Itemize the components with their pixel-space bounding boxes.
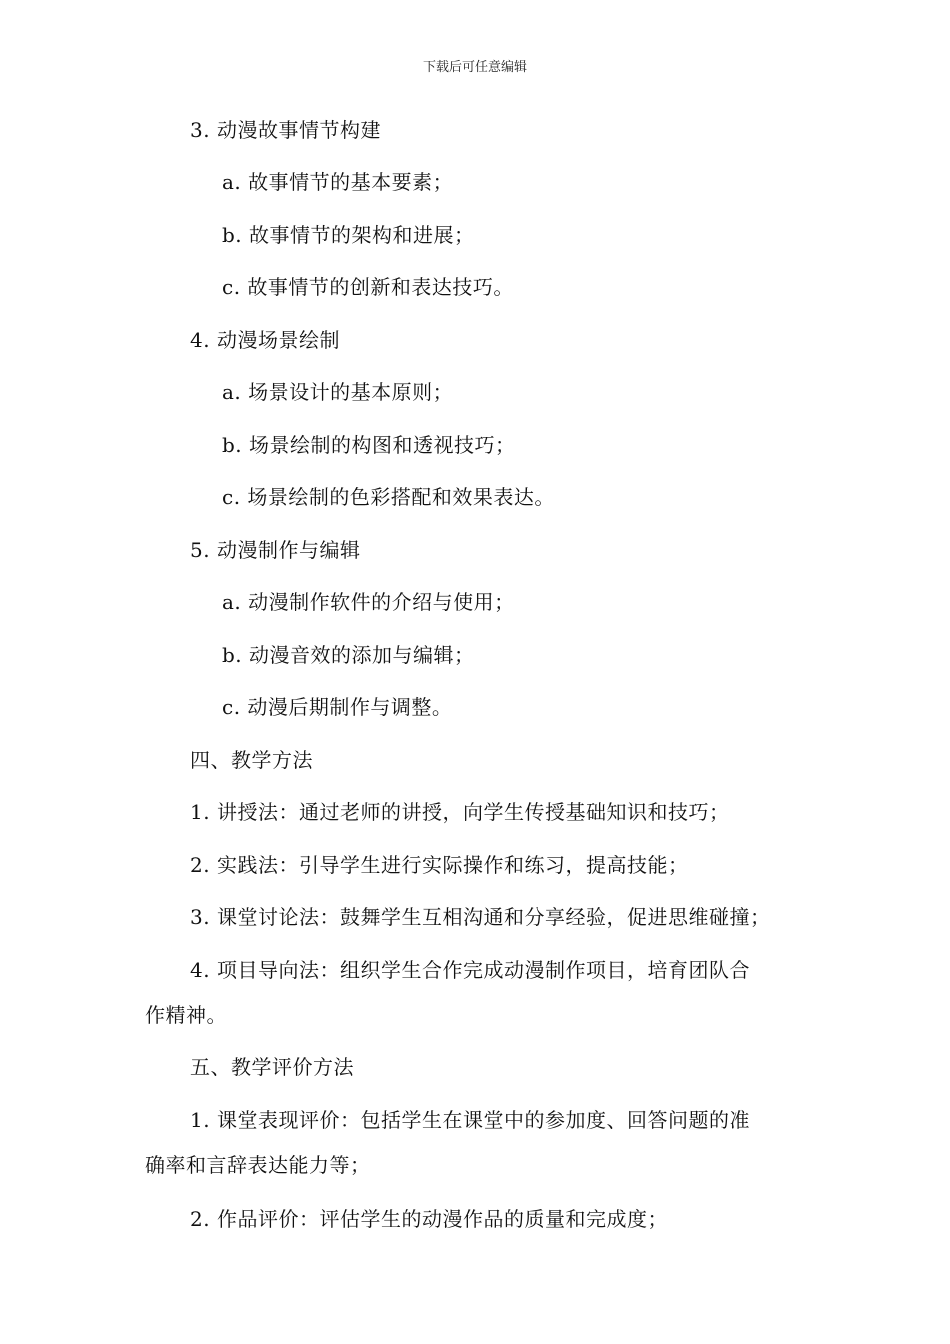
list-item: c. 动漫后期制作与调整。 [222, 695, 453, 719]
list-item: a. 故事情节的基本要素； [222, 170, 454, 194]
list-item: a. 动漫制作软件的介绍与使用； [222, 590, 515, 614]
section-heading: 4. 动漫场景绘制 [190, 328, 340, 352]
chapter-heading: 五、教学评价方法 [190, 1055, 354, 1079]
list-item: b. 动漫音效的添加与编辑； [222, 643, 475, 667]
list-item: b. 故事情节的架构和进展； [222, 223, 475, 247]
list-item: c. 故事情节的创新和表达技巧。 [222, 275, 514, 299]
paragraph-line: 2. 作品评价：评估学生的动漫作品的质量和完成度； [190, 1207, 668, 1231]
paragraph-continuation: 确率和言辞表达能力等； [145, 1153, 371, 1177]
paragraph-continuation: 作精神。 [145, 1003, 227, 1027]
paragraph-line: 3. 课堂讨论法：鼓舞学生互相沟通和分享经验，促进思维碰撞； [190, 905, 771, 929]
paragraph-line: 2. 实践法：引导学生进行实际操作和练习，提高技能； [190, 853, 689, 877]
paragraph-line: 1. 课堂表现评价：包括学生在课堂中的参加度、回答问题的准 [190, 1108, 750, 1132]
paragraph-line: 1. 讲授法：通过老师的讲授，向学生传授基础知识和技巧； [190, 800, 730, 824]
section-heading: 5. 动漫制作与编辑 [190, 538, 361, 562]
list-item: c. 场景绘制的色彩搭配和效果表达。 [222, 485, 555, 509]
section-heading: 3. 动漫故事情节构建 [190, 118, 381, 142]
page-header: 下载后可任意编辑 [422, 60, 527, 75]
list-item: a. 场景设计的基本原则； [222, 380, 454, 404]
chapter-heading: 四、教学方法 [190, 748, 313, 772]
paragraph-line: 4. 项目导向法：组织学生合作完成动漫制作项目，培育团队合 [190, 958, 750, 982]
list-item: b. 场景绘制的构图和透视技巧； [222, 433, 516, 457]
